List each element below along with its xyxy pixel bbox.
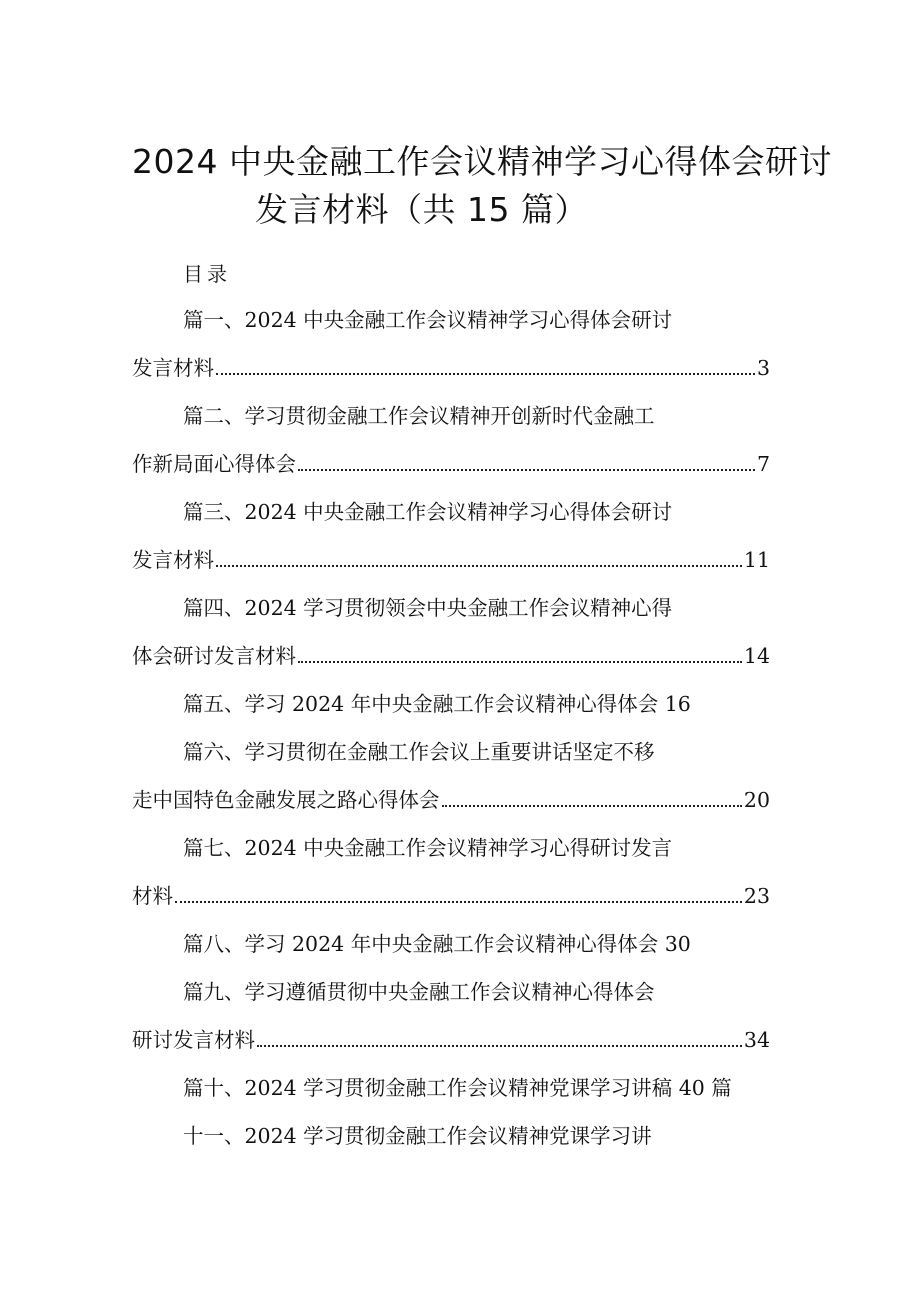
toc-page-number: 34 xyxy=(743,1028,770,1052)
toc-entry-6-continuation xyxy=(132,786,770,814)
toc-entry-text: 发言材料 xyxy=(132,548,214,572)
toc-entry-4-title: 篇四、2024 学习贯彻领会中央金融工作会议精神心得 xyxy=(183,596,673,620)
toc-page-number: 7 xyxy=(756,452,770,476)
toc-entry-1-continuation xyxy=(132,354,770,382)
toc-entry-3-continuation xyxy=(132,546,770,574)
dot-leader xyxy=(442,805,742,807)
document-title-line-1: 2024 中央金融工作会议精神学习心得体会研讨 xyxy=(132,142,832,181)
toc-entry-text: 材料 xyxy=(132,884,173,908)
toc-entry-text: 体会研讨发言材料 xyxy=(132,644,296,668)
toc-entry-3-title: 篇三、2024 中央金融工作会议精神学习心得体会研讨 xyxy=(183,500,673,524)
toc-entry-11-title: 十一、2024 学习贯彻金融工作会议精神党课学习讲 xyxy=(183,1124,652,1148)
document-title-line-2: 发言材料（共 15 篇） xyxy=(255,190,588,229)
toc-entry-4-continuation xyxy=(132,642,770,670)
toc-entry-7-title: 篇七、2024 中央金融工作会议精神学习心得研讨发言 xyxy=(183,836,673,860)
toc-entry-text: 作新局面心得体会 xyxy=(132,452,296,476)
toc-page-number: 20 xyxy=(743,788,770,812)
dot-leader xyxy=(216,565,742,567)
toc-page-number: 3 xyxy=(756,356,770,380)
toc-entry-2-title: 篇二、学习贯彻金融工作会议精神开创新时代金融工 xyxy=(183,404,655,428)
toc-page-number: 14 xyxy=(743,644,770,668)
dot-leader xyxy=(257,1045,742,1047)
toc-entry-1-title: 篇一、2024 中央金融工作会议精神学习心得体会研讨 xyxy=(183,308,673,332)
toc-entry-7-continuation xyxy=(132,882,770,910)
toc-entry-2-continuation xyxy=(132,450,770,478)
toc-entry-10-title: 篇十、2024 学习贯彻金融工作会议精神党课学习讲稿 40 篇 xyxy=(183,1076,732,1100)
dot-leader xyxy=(216,373,755,375)
toc-entry-5-title: 篇五、学习 2024 年中央金融工作会议精神心得体会 16 xyxy=(183,692,691,716)
toc-entry-9-title: 篇九、学习遵循贯彻中央金融工作会议精神心得体会 xyxy=(183,980,655,1004)
toc-entry-text: 研讨发言材料 xyxy=(132,1028,255,1052)
toc-entry-6-title: 篇六、学习贯彻在金融工作会议上重要讲话坚定不移 xyxy=(183,740,655,764)
dot-leader xyxy=(298,469,755,471)
toc-page-number: 23 xyxy=(743,884,770,908)
toc-entry-text: 走中国特色金融发展之路心得体会 xyxy=(132,788,440,812)
toc-entry-8-title: 篇八、学习 2024 年中央金融工作会议精神心得体会 30 xyxy=(183,932,691,956)
toc-entry-9-continuation xyxy=(132,1026,770,1054)
dot-leader xyxy=(298,661,742,663)
toc-entry-text: 发言材料 xyxy=(132,356,214,380)
dot-leader xyxy=(175,901,742,903)
toc-heading: 目录 xyxy=(183,262,231,286)
toc-page-number: 11 xyxy=(743,548,770,572)
